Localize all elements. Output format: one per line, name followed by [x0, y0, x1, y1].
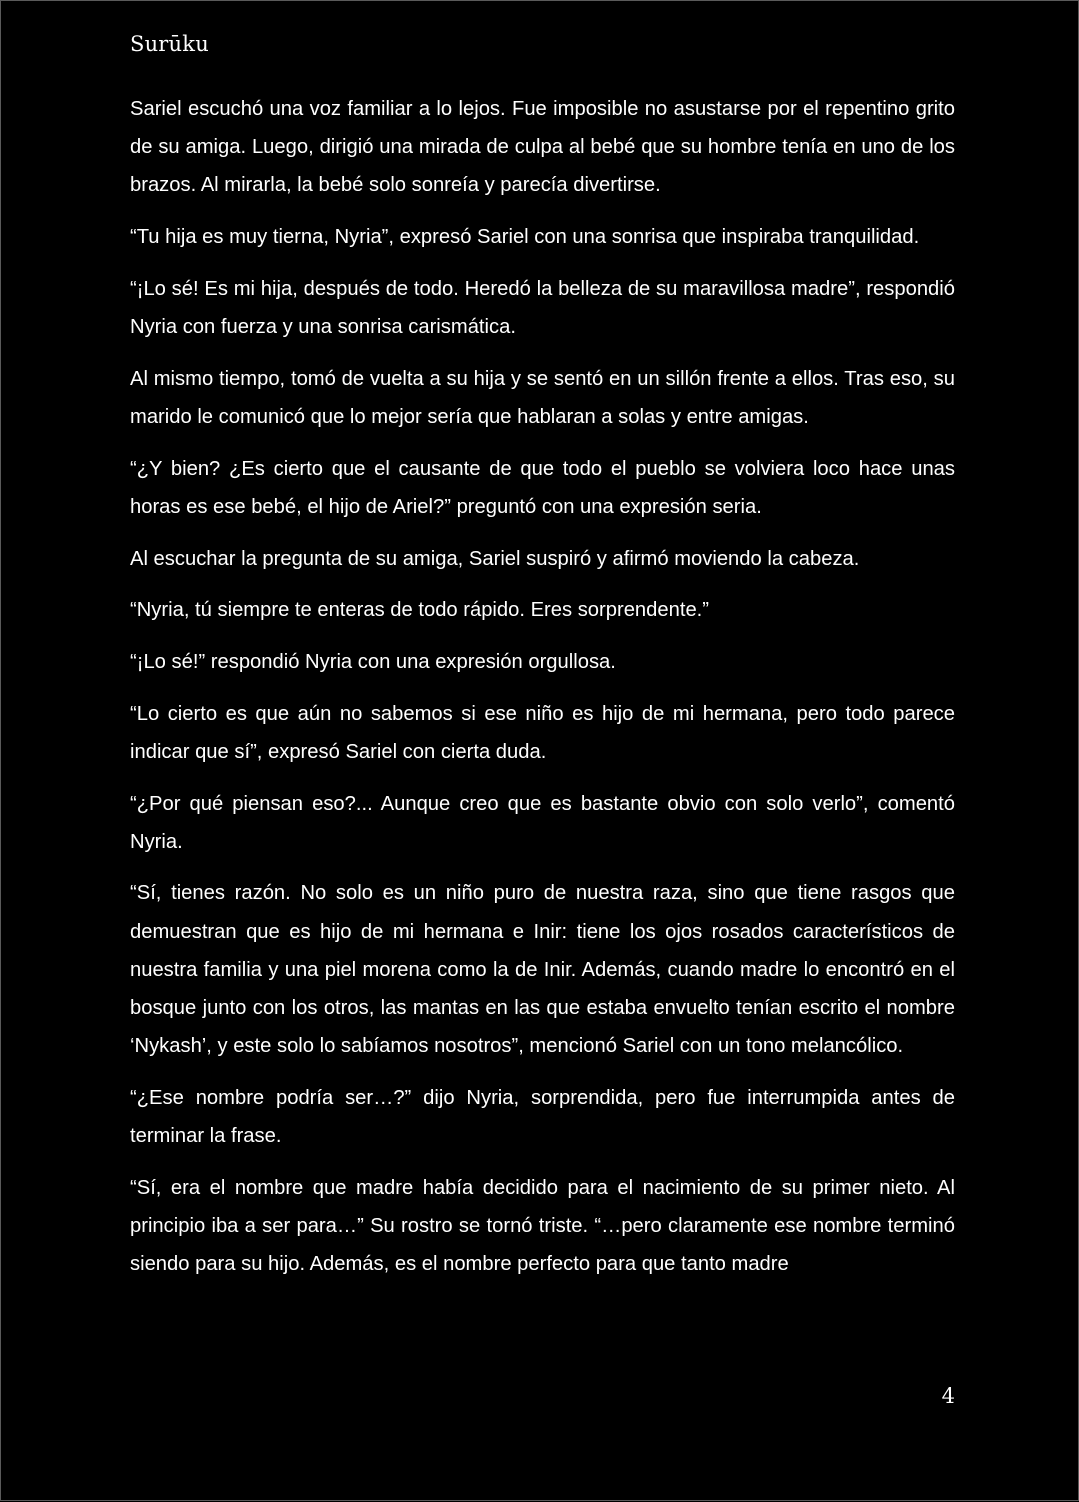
paragraph: “¿Y bien? ¿Es cierto que el causante de que todo el pueblo se volviera loco hace unas horas es ese bebé, el hijo de Ariel?” preguntó con una expresión seria. [130, 457, 955, 518]
paragraph: “Sí, era el nombre que madre había decidido para el nacimiento de su primer nieto. Al principio iba a ser para…” Su rostro se tornó triste. “…pero claramente ese nombre terminó siendo para su hijo. Además, es el nombre perfecto para que tanto madre [130, 1176, 955, 1276]
paragraph: Al mismo tiempo, tomó de vuelta a su hija y se sentó en un sillón frente a ellos. Tras eso, su marido le comunicó que lo mejor sería que hablaran a solas y entre amigas. [130, 367, 955, 428]
paragraph: “¿Ese nombre podría ser…?” dijo Nyria, sorprendida, pero fue interrumpida antes de terminar la frase. [130, 1086, 955, 1148]
paragraph: “Tu hija es muy tierna, Nyria”, expresó Sariel con una sonrisa que inspiraba tranquilidad. [130, 226, 920, 249]
paragraph: Sariel escuchó una voz familiar a lo lejos. Fue imposible no asustarse por el repentino grito de su amiga. Luego, dirigió una mirada de culpa al bebé que su hombre tenía en uno de los brazos. Al mirarla, la bebé solo sonreía y parecía divertirse. [130, 98, 955, 197]
paragraph: “¿Por qué piensan eso?... Aunque creo que es bastante obvio con solo verlo”, comentó Nyria. [130, 792, 955, 853]
paragraph: “Lo cierto es que aún no sabemos si ese niño es hijo de mi hermana, pero todo parece indicar que sí”, expresó Sariel con cierta duda. [130, 702, 955, 763]
document-page [1, 1, 1079, 1502]
paragraph: “Sí, tienes razón. No solo es un niño puro de nuestra raza, sino que tiene rasgos que demuestran que es hijo de mi hermana e Inir: tiene los ojos rosados característicos de nuestra familia y una piel morena como la de Inir. Además, cuando madre lo encontró en el bosque junto con los otros, las mantas en las que estaba envuelto tenían escrito el nombre ‘Nykash’, y este solo lo sabíamos nosotros”, mencionó Sariel con un tono melancólico. [130, 882, 955, 1058]
paragraph: Al escuchar la pregunta de su amiga, Sariel suspiró y afirmó moviendo la cabeza. [130, 547, 860, 570]
paragraph: “¡Lo sé!” respondió Nyria con una expresión orgullosa. [130, 650, 616, 673]
paragraph: “Nyria, tú siempre te enteras de todo rápido. Eres sorprendente.” [130, 599, 710, 622]
paragraph: “¡Lo sé! Es mi hija, después de todo. Heredó la belleza de su maravillosa madre”, respondió Nyria con fuerza y una sonrisa carismática. [130, 277, 955, 339]
running-header: Surūku [130, 32, 209, 56]
body-text [130, 90, 955, 1283]
page-number: 4 [941, 1384, 955, 1408]
